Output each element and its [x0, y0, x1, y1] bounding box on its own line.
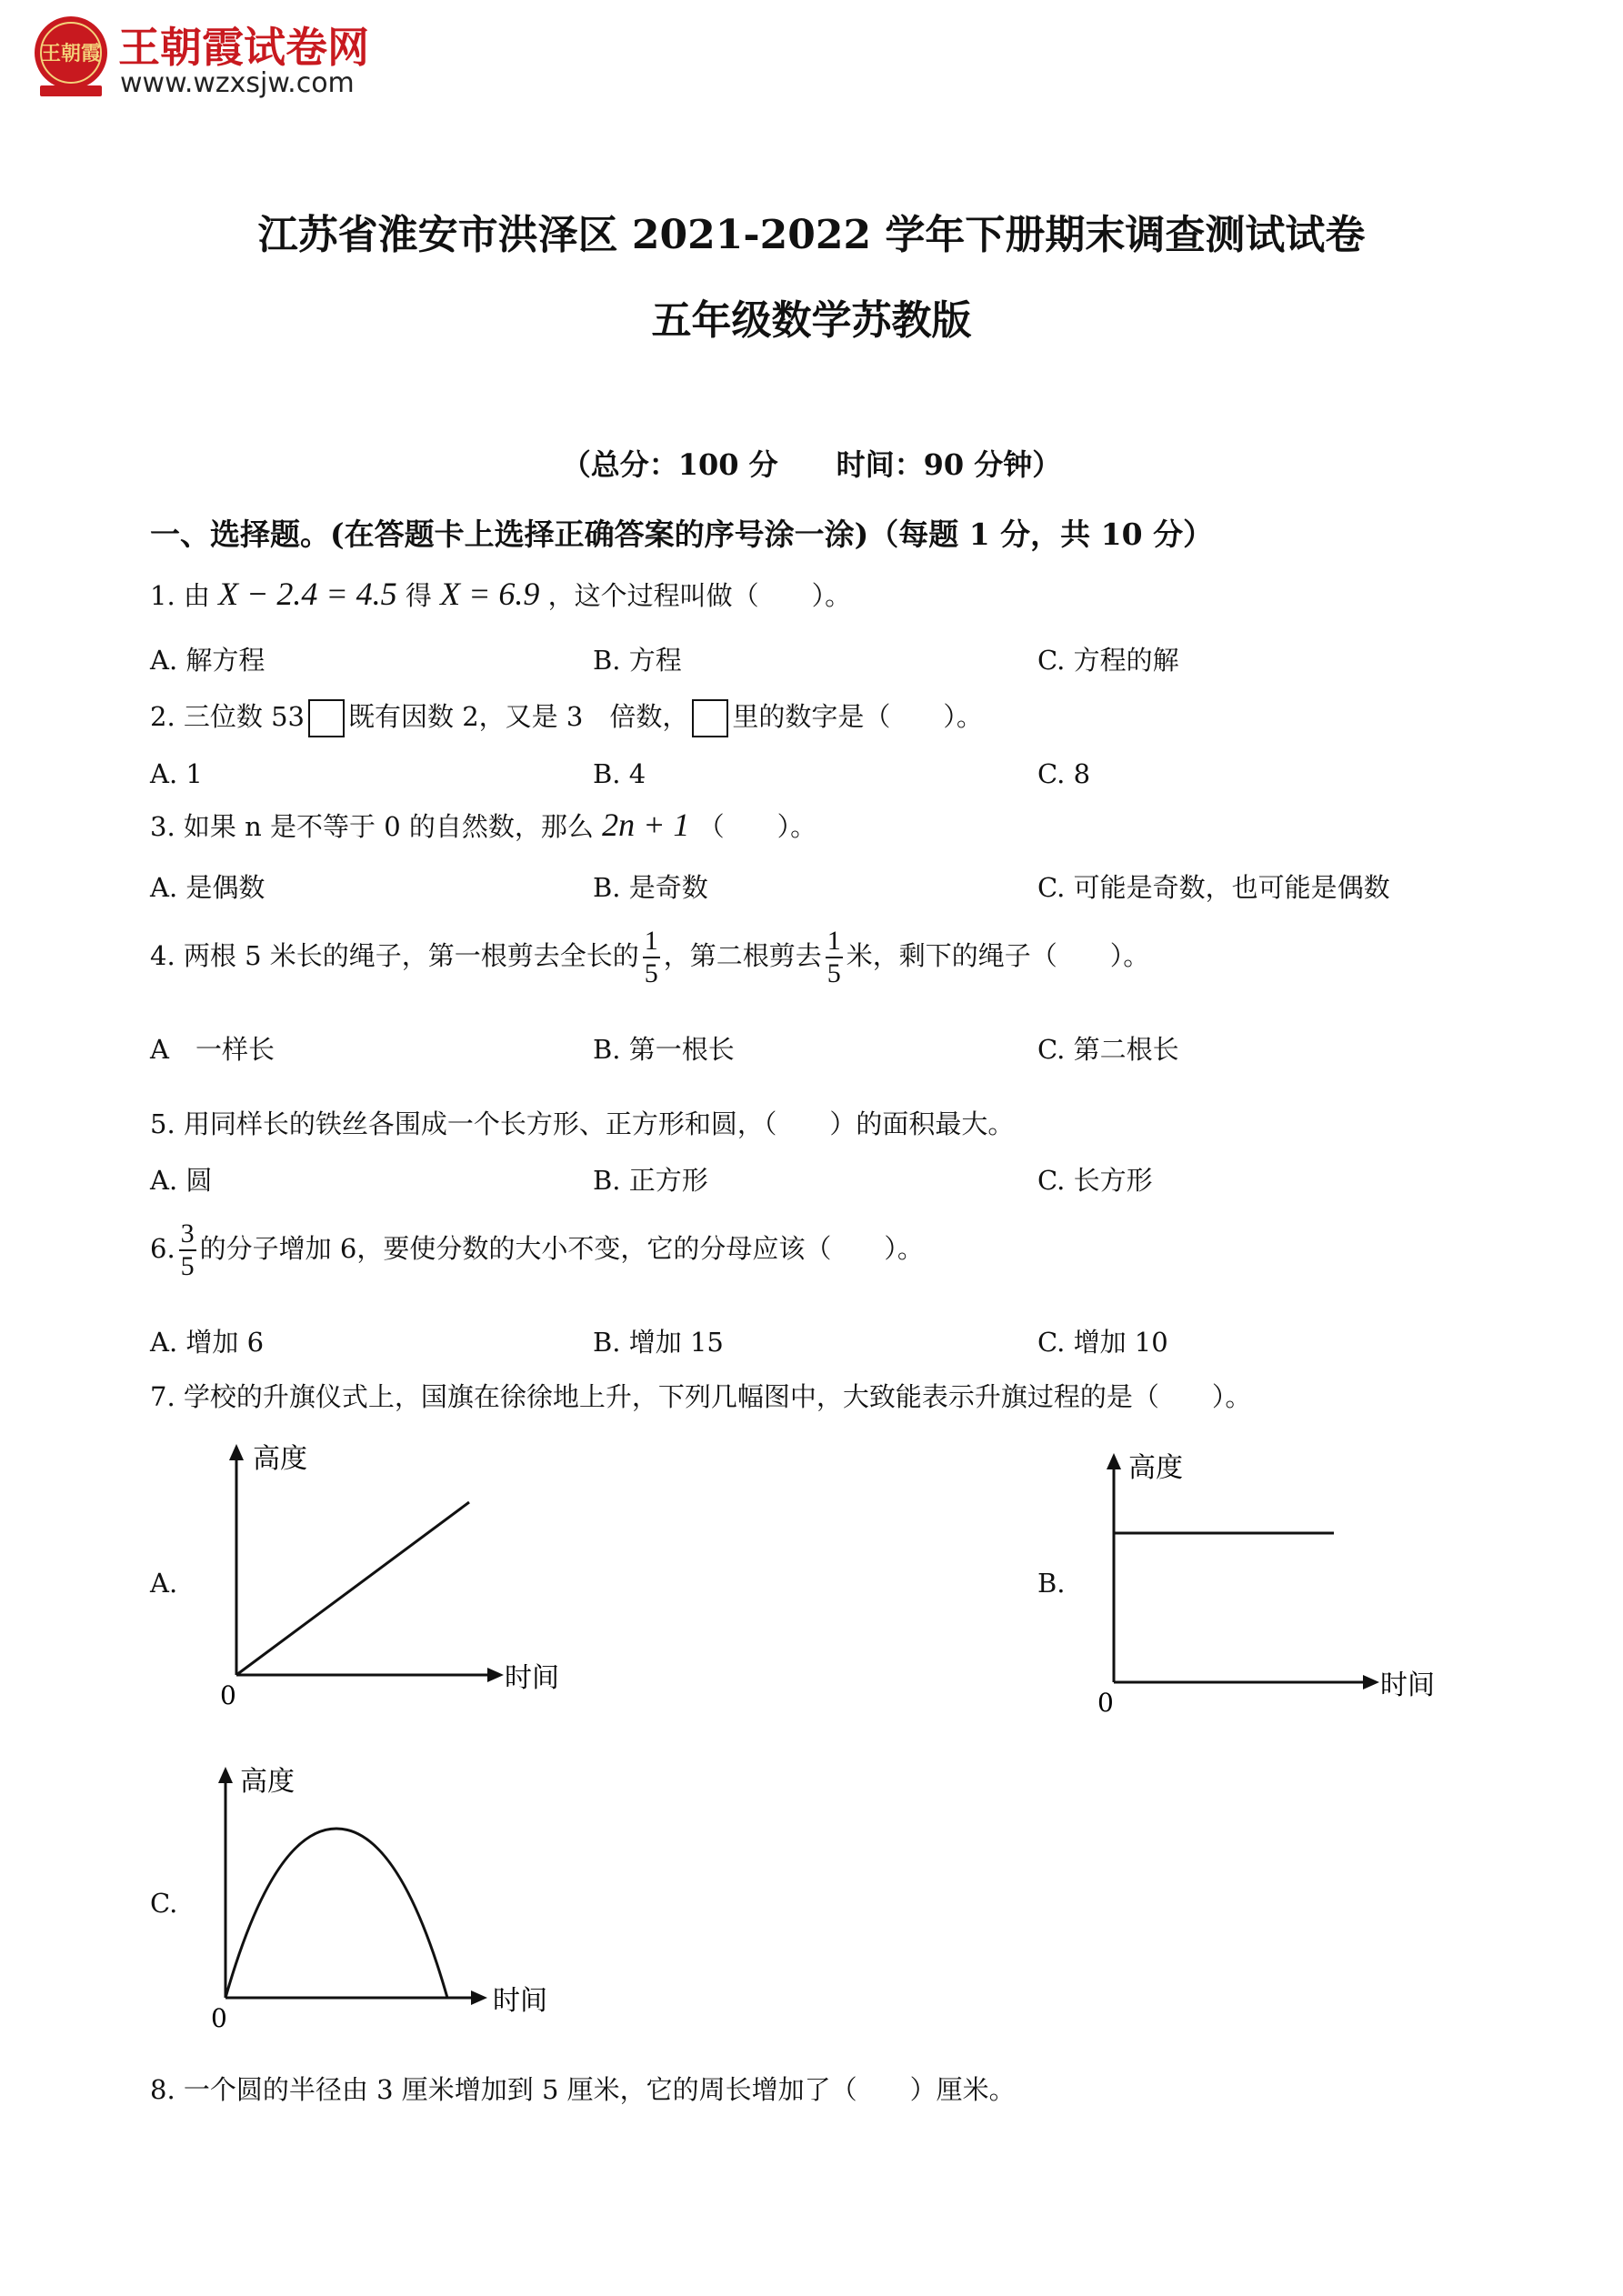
option-a[interactable]: A. 增加 6	[150, 1327, 265, 1358]
option-b[interactable]: B. 是奇数	[593, 872, 708, 903]
equation: X − 2.4 = 4.5	[218, 576, 397, 612]
graph-c-label[interactable]: C.	[150, 1888, 178, 1919]
arrow-right-icon	[1363, 1675, 1379, 1689]
question-1: 1. 由 X − 2.4 = 4.5 得 X = 6.9 ，这个过程叫做（ ）。	[150, 576, 852, 612]
question-7: 7. 学校的升旗仪式上，国旗在徐徐地上升，下列几幅图中，大致能表示升旗过程的是（ ）。	[150, 1381, 1252, 1412]
logo-text: 王朝霞	[40, 42, 102, 65]
section-heading: 一、选择题。(在答题卡上选择正确答案的序号涂一涂)（每题 1 分，共 10 分）	[150, 516, 1214, 552]
graph-b[interactable]	[1087, 1446, 1468, 1728]
y-axis-label: 高度	[240, 1766, 295, 1798]
arrow-right-icon	[471, 1990, 487, 2005]
site-url[interactable]: www.wzxsjw.com	[120, 67, 355, 99]
option-a[interactable]: A. 1	[150, 758, 203, 789]
option-a[interactable]: A. 是偶数	[150, 872, 265, 903]
origin-label: 0	[1097, 1688, 1114, 1718]
exam-info: （总分：100 分 时间：90 分钟）	[561, 447, 1062, 482]
option-c[interactable]: C. 长方形	[1037, 1165, 1153, 1196]
arrow-right-icon	[487, 1668, 504, 1682]
question-5: 5. 用同样长的铁丝各围成一个长方形、正方形和圆，（ ）的面积最大。	[150, 1108, 1015, 1139]
site-logo	[27, 13, 115, 100]
fraction: $\frac{1}{5}$	[644, 926, 658, 988]
logo-emblem-icon	[27, 13, 115, 100]
question-4: 4. 两根 5 米长的绳子，第一根剪去全长的 $\frac{1}{5}$ ，第二根剪去 $\frac{1}{5}$ 米，剩下的绳子（ ）。	[150, 926, 1150, 988]
question-3: 3. 如果 n 是不等于 0 的自然数，那么 2n + 1 （ ）。	[150, 807, 817, 843]
graph-b-label[interactable]: B.	[1037, 1568, 1066, 1599]
site-name: 王朝霞试卷网	[118, 23, 369, 72]
y-axis-label: 高度	[253, 1443, 307, 1475]
graph-a[interactable]	[209, 1437, 591, 1719]
option-a[interactable]: A. 圆	[150, 1165, 213, 1196]
x-axis-label: 时间	[505, 1662, 559, 1694]
option-c[interactable]: C. 第二根长	[1037, 1034, 1179, 1065]
digit-box	[308, 699, 345, 737]
fraction: $\frac{1}{5}$	[827, 926, 841, 988]
y-axis-label: 高度	[1128, 1452, 1183, 1484]
option-c[interactable]: C. 方程的解	[1037, 645, 1179, 676]
exam-title: 江苏省淮安市洪泽区 2021-2022 学年下册期末调查测试试卷	[257, 212, 1366, 258]
question-8: 8. 一个圆的半径由 3 厘米增加到 5 厘米，它的周长增加了（ ）厘米。	[150, 2074, 1016, 2105]
question-2: 2. 三位数 53 既有因数 2，又是 3 倍数， 里的数字是（ ）。	[150, 697, 983, 737]
digit-box	[692, 699, 728, 737]
arrow-up-icon	[1107, 1453, 1121, 1469]
option-b[interactable]: B. 方程	[593, 645, 682, 676]
expression: 2n + 1	[602, 807, 690, 843]
equation: X = 6.9	[440, 576, 540, 612]
option-b[interactable]: B. 增加 15	[593, 1327, 724, 1358]
arch-curve	[225, 1829, 447, 1998]
question-6: 6. $\frac{3}{5}$ 的分子增加 6，要使分数的大小不变，它的分母应该（ ）。	[150, 1218, 924, 1281]
origin-label: 0	[211, 2003, 227, 2033]
option-a[interactable]: A 一样长	[150, 1034, 275, 1065]
arrow-up-icon	[229, 1444, 244, 1460]
x-axis-label: 时间	[493, 1985, 547, 2017]
origin-label: 0	[220, 1680, 236, 1710]
x-axis-label: 时间	[1380, 1669, 1435, 1701]
option-c[interactable]: C. 增加 10	[1037, 1327, 1168, 1358]
fraction: $\frac{3}{5}$	[180, 1218, 195, 1281]
option-b[interactable]: B. 正方形	[593, 1165, 708, 1196]
graph-c[interactable]	[200, 1760, 582, 2041]
rising-line	[236, 1502, 469, 1675]
exam-subtitle: 五年级数学苏教版	[651, 297, 972, 344]
arrow-up-icon	[218, 1767, 233, 1783]
graph-a-label[interactable]: A.	[150, 1568, 178, 1599]
option-c[interactable]: C. 8	[1037, 758, 1091, 789]
option-c[interactable]: C. 可能是奇数，也可能是偶数	[1037, 872, 1390, 903]
option-b[interactable]: B. 4	[593, 758, 646, 789]
option-b[interactable]: B. 第一根长	[593, 1034, 735, 1065]
option-a[interactable]: A. 解方程	[150, 645, 265, 676]
